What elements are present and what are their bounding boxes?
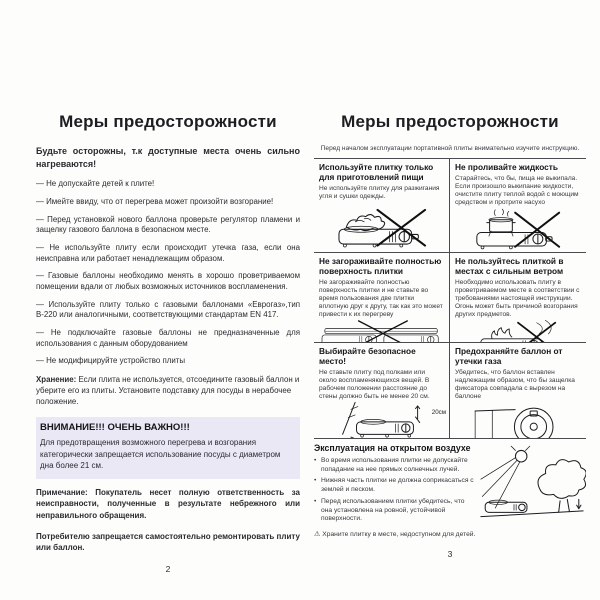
section-no-cover <box>314 252 450 342</box>
storage-text: Если плита не используется, отсоедините газовый баллон и уберите его из плиты. Установите подставку для посуды в нерабочее положение. <box>36 374 300 407</box>
warning-triangle-icon: ⚠ <box>314 530 321 538</box>
safety-item: — Имейте ввиду, что от перегрева может произойти возгорание! <box>36 196 274 206</box>
safety-item: — Перед установкой нового баллона проверьте регулятор пламени и защелку газового баллона в безопасном месте. <box>36 214 300 235</box>
stove-wall-illustration <box>319 401 444 438</box>
section-outdoor-use <box>314 438 586 545</box>
stove-pot-illustration <box>455 207 581 251</box>
double-stove-icon <box>320 319 444 342</box>
outdoor-warning <box>314 530 477 538</box>
section-body: Необходимо использовать плиту в проветриваемом месте в соответствии с требованиями настоящей инструкции. Огонь может быть причиной возгорания других предметов. <box>455 278 580 319</box>
section-body: Не ставьте плиту под полками или около воспламеняющихся вещей. В рабочем положении расстояние до стены должно быть не менее 20 см. <box>319 368 430 401</box>
page-title: Меры предосторожности <box>59 112 277 131</box>
intro-warning-text: Будьте осторожны, т.к доступные места очень сильно нагреваются! <box>36 146 300 169</box>
safety-item: — Используйте плиту только с газовыми баллонами «Еврогаз»,тип В-220 или аналогичными, соответствующими стандартам EN 417. <box>36 299 300 320</box>
stove-pot-icon <box>457 207 579 251</box>
section-heading: Не проливайте жидкость <box>455 162 558 172</box>
page-number-right: 3 <box>447 548 453 559</box>
stove-clothes-icon <box>321 204 443 250</box>
section-heading: Предохраняйте баллон от утечки газа <box>455 346 563 366</box>
section-body: Старайтесь, что бы, пища не выкипала. Если произошло выкипание жидкости, очистите плиту теплой водой с моющим средством и протрите насухо <box>455 174 579 207</box>
repair-prohibition-text: Потребителю запрещается самостоятельно ремонтировать плиту или баллон. <box>36 531 300 553</box>
section-body: Убедитесь, что баллон вставлен надлежащим образом, что бы защелка фиксатора совпадала с вырезом на баллоне <box>455 368 575 401</box>
double-stove-illustration <box>319 319 444 342</box>
liability-note <box>36 487 300 522</box>
outdoor-bullet: • Нижняя часть плитки не должна соприкасаться с землей и песком. <box>314 477 477 494</box>
safety-item: — Не модифицируйте устройство плиты <box>36 356 186 366</box>
sun-tree-stove-icon <box>478 443 586 527</box>
gas-cartridge-illustration <box>455 401 581 438</box>
section-heading: Не загораживайте полностью поверхность плитки <box>319 256 442 276</box>
section-heading: Выбирайте безопасное место! <box>319 346 416 366</box>
section-body: Не используйте плитку для разжигания угля и сушки одежды. <box>319 184 440 200</box>
gas-cartridge-icon <box>458 401 578 438</box>
outdoor-heading: Эксплуатация на открытом воздухе <box>314 443 471 453</box>
note-label: Примечание: <box>36 487 88 497</box>
safety-item: — Не допускайте детей к плите! <box>36 179 155 189</box>
note-text: Покупатель несет полную ответственность за неисправности, полученные в результате небрежного или неправильного обращения. <box>36 487 300 521</box>
section-cooking-only <box>314 159 450 252</box>
safety-item: — Не используйте плиту если происходит утечка газа, если она неисправна или работает ненадлежащим образом. <box>36 242 300 263</box>
left-page <box>36 112 300 574</box>
section-heading: Используйте плитку только для приготовлений пищи <box>319 162 434 182</box>
section-no-wind <box>450 252 586 342</box>
outdoor-bullet: • Во время использования плитки не допускайте попадание на нее прямых солнечных лучей. <box>314 457 477 474</box>
page-number-left: 2 <box>165 563 171 574</box>
stove-clothes-illustration <box>319 204 444 250</box>
precautions-grid <box>314 158 586 438</box>
outdoor-bullet: • Перед использованием плитки убедитесь, что она установлена на ровной, устойчивой поверхности. <box>314 498 477 524</box>
storage-note <box>36 374 300 407</box>
safety-item: — Не подключайте газовые баллоны не предназначенные для использования с данным оборудованием <box>36 327 300 348</box>
attention-highlight-block <box>36 417 300 479</box>
right-page <box>314 112 586 559</box>
sun-tree-stove-illustration <box>477 443 586 545</box>
attention-title: ВНИМАНИЕ!!! ОЧЕНЬ ВАЖНО!!! <box>40 422 190 434</box>
stove-wind-illustration <box>455 319 581 342</box>
outdoor-text-column <box>314 443 477 545</box>
page-subtitle: Перед началом эксплуатации портативной плиты внимательно изучите инструкцию. <box>320 145 580 152</box>
section-heading: Не пользуйтесь плиткой в местах с сильным ветром <box>455 256 564 276</box>
stove-wall-icon <box>319 401 444 438</box>
stove-wind-icon <box>460 319 576 342</box>
section-safe-place <box>314 342 450 438</box>
safety-item: — Газовые баллоны необходимо менять в хорошо проветриваемом помещении вдали от любых возможных источников воспламенения. <box>36 271 300 291</box>
section-body: Не загораживайте полностью поверхность плитки и не ставьте во время пользования две плитки вплотную друг к другу, так как это может привести к их перегреву <box>319 278 443 319</box>
storage-label: Хранение: <box>36 374 77 384</box>
page-title: Меры предосторожности <box>341 112 559 131</box>
section-cartridge <box>450 342 586 438</box>
section-no-spill <box>450 159 586 252</box>
attention-text: Для предотвращения возможного перегрева и возгорания категорически запрещается использование посуды с диаметром дна более 21 см. <box>40 438 281 471</box>
distance-label-top: 20см <box>431 409 446 417</box>
outdoor-warning-text: Храните плитку в месте, недоступном для детей. <box>322 530 476 538</box>
